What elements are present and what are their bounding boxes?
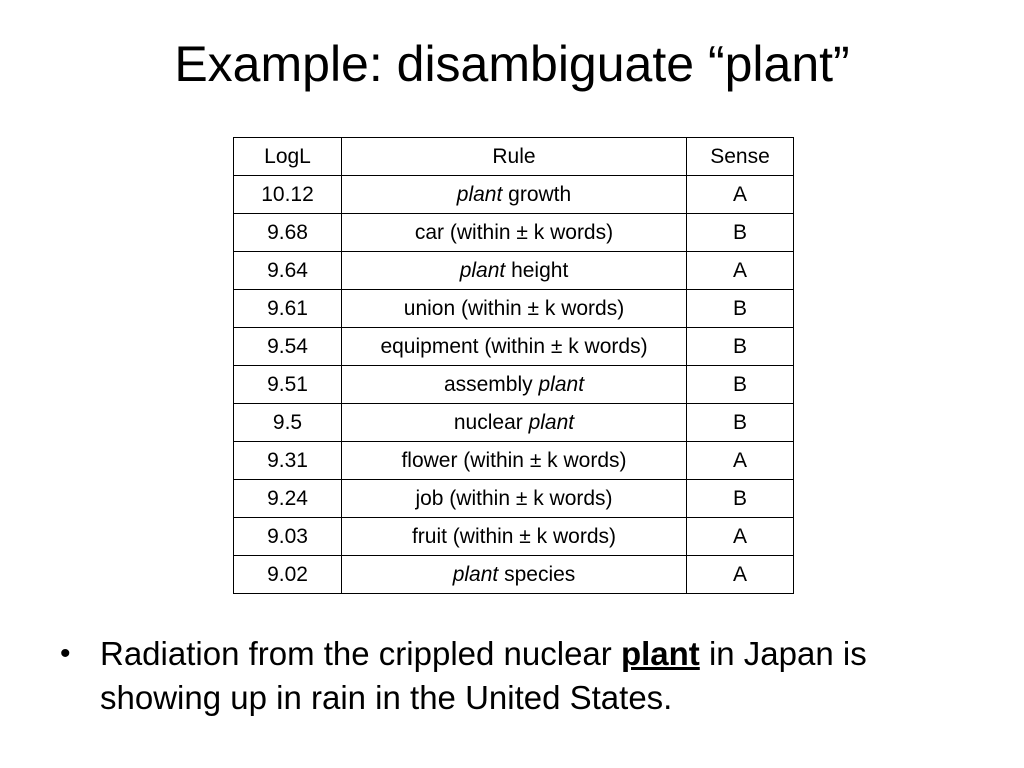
table-row — [234, 480, 794, 518]
header-logl: LogL — [234, 138, 342, 176]
cell-logl: 9.31 — [234, 442, 342, 480]
cell-rule — [342, 556, 687, 594]
cell-logl: 9.64 — [234, 252, 342, 290]
cell-logl: 9.5 — [234, 404, 342, 442]
cell-logl: 9.02 — [234, 556, 342, 594]
rule-text-emphasis: plant — [528, 410, 575, 434]
cell-rule — [342, 404, 687, 442]
cell-sense: A — [687, 442, 794, 480]
rule-text-emphasis: plant — [538, 372, 585, 396]
table-row — [234, 404, 794, 442]
rule-text-pre: car (within ± k words) — [414, 220, 614, 244]
cell-logl: 9.51 — [234, 366, 342, 404]
rule-text-emphasis: plant — [456, 182, 503, 206]
cell-rule — [342, 176, 687, 214]
cell-logl: 9.68 — [234, 214, 342, 252]
table-row — [234, 214, 794, 252]
cell-sense: B — [687, 366, 794, 404]
rule-text-post: species — [498, 562, 576, 586]
cell-logl: 9.61 — [234, 290, 342, 328]
rule-text-pre: flower (within ± k words) — [401, 448, 627, 472]
bullet-text-before: Radiation from the crippled nuclear — [100, 635, 621, 672]
decision-list-table — [233, 137, 794, 594]
cell-sense: B — [687, 290, 794, 328]
table-row — [234, 252, 794, 290]
table-row — [234, 176, 794, 214]
rule-text-pre: fruit (within ± k words) — [411, 524, 617, 548]
rule-text-emphasis: plant — [459, 258, 506, 282]
table-body — [234, 176, 794, 594]
cell-sense: B — [687, 328, 794, 366]
header-rule: Rule — [342, 138, 687, 176]
cell-sense: A — [687, 518, 794, 556]
cell-logl: 9.24 — [234, 480, 342, 518]
cell-sense: A — [687, 252, 794, 290]
rule-text-pre: assembly — [443, 372, 539, 396]
cell-rule — [342, 366, 687, 404]
cell-sense: B — [687, 404, 794, 442]
cell-logl: 9.54 — [234, 328, 342, 366]
rule-text-post: growth — [502, 182, 572, 206]
table-row — [234, 328, 794, 366]
header-sense: Sense — [687, 138, 794, 176]
table-row — [234, 556, 794, 594]
bullet-keyword: plant — [620, 635, 700, 672]
rule-text-post: height — [505, 258, 569, 282]
bullet-marker: • — [60, 637, 71, 670]
cell-logl: 10.12 — [234, 176, 342, 214]
slide-title: Example: disambiguate “plant” — [174, 36, 850, 92]
rule-text-pre: union (within ± k words) — [403, 296, 625, 320]
bullet-item — [60, 632, 980, 720]
rule-text-pre: nuclear — [453, 410, 529, 434]
cell-rule — [342, 252, 687, 290]
table-row — [234, 290, 794, 328]
cell-rule — [342, 480, 687, 518]
cell-sense: B — [687, 214, 794, 252]
bullet-list — [60, 632, 980, 720]
table-row — [234, 366, 794, 404]
bullet-text-after: in Japan is showing up in rain in the United States. — [100, 635, 867, 716]
cell-sense: A — [687, 556, 794, 594]
table-row — [234, 518, 794, 556]
table-row — [234, 442, 794, 480]
cell-rule — [342, 442, 687, 480]
cell-logl: 9.03 — [234, 518, 342, 556]
cell-rule — [342, 214, 687, 252]
cell-sense: A — [687, 176, 794, 214]
rule-text-pre: job (within ± k words) — [415, 486, 613, 510]
rule-text-pre: equipment (within ± k words) — [380, 334, 648, 358]
cell-rule — [342, 328, 687, 366]
table-header-row — [234, 138, 794, 176]
cell-sense: B — [687, 480, 794, 518]
cell-rule — [342, 290, 687, 328]
rule-text-emphasis: plant — [452, 562, 499, 586]
cell-rule — [342, 518, 687, 556]
